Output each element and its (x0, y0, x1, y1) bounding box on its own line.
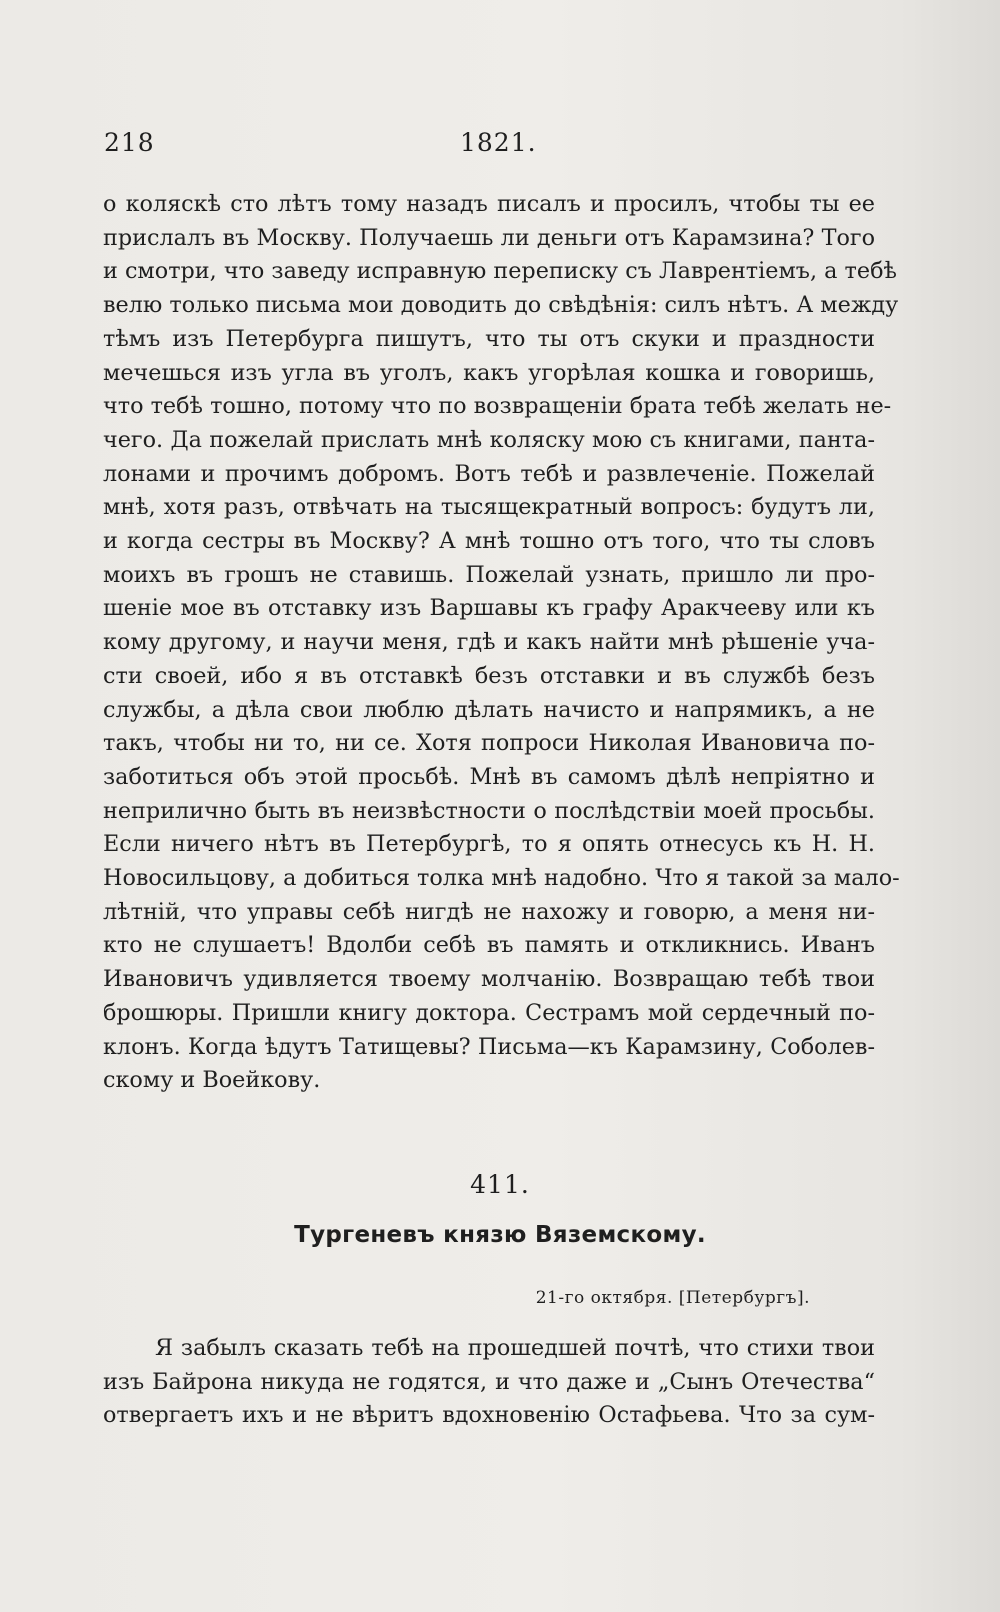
text-line: такъ, чтобы ни то, ни се. Хотя попроси Николая Ивановича по- (103, 730, 875, 757)
text-line: неприлично быть въ неизвѣстности о послѣдствіи моей просьбы. (103, 797, 875, 824)
text-line: велю только письма мои доводить до свѣдѣнія: силъ нѣтъ. А между (103, 292, 899, 319)
text-line: и смотри, что заведу исправную переписку съ Лаврентіемъ, а тебѣ (103, 258, 897, 285)
text-line: что тебѣ тошно, потому что по возвращеніи брата тебѣ желать не- (103, 393, 892, 420)
text-line: кто не слушаетъ! Вдолби себѣ въ память и откликнись. Иванъ (103, 932, 875, 959)
letter-date: 21-го октября. [Петербургъ]. (535, 1288, 810, 1308)
letter-number: 411. (470, 1170, 530, 1199)
text-line: Я забылъ сказать тебѣ на прошедшей почтѣ, что стихи твои (155, 1335, 875, 1361)
text-line: изъ Байрона никуда не годятся, и что даже и „Сынъ Отечества“ (103, 1368, 875, 1395)
text-line: мечешься изъ угла въ уголъ, какъ угорѣлая кошка и говоришь, (103, 359, 875, 386)
text-line: лѣтній, что управы себѣ нигдѣ не нахожу и говорю, а меня ни- (103, 898, 875, 925)
text-line: брошюры. Пришли книгу доктора. Сестрамъ мой сердечный по- (103, 999, 875, 1026)
text-line: чего. Да пожелай прислать мнѣ коляску мою съ книгами, панта- (103, 426, 875, 453)
text-line: тѣмъ изъ Петербурга пишутъ, что ты отъ скуки и праздности (103, 325, 875, 352)
text-line: моихъ въ грошъ не ставишь. Пожелай узнать, пришло ли про- (103, 561, 875, 588)
text-line: Ивановичъ удивляется твоему молчанію. Возвращаю тебѣ твои (103, 966, 875, 993)
text-line: о коляскѣ сто лѣтъ тому назадъ писалъ и просилъ, чтобы ты ее (103, 191, 875, 217)
text-line: кому другому, и научи меня, гдѣ и какъ найти мнѣ рѣшеніе уча- (103, 629, 875, 656)
text-line: заботиться объ этой просьбѣ. Мнѣ въ самомъ дѣлѣ непріятно и (103, 763, 875, 790)
text-line: шеніе мое въ отставку изъ Варшавы къ графу Аракчееву или къ (103, 595, 875, 622)
text-line: Если ничего нѣтъ въ Петербургѣ, то я опять отнесусь къ Н. Н. (103, 831, 875, 858)
text-line: клонъ. Когда ѣдутъ Татищевы? Письма—къ Карамзину, Соболев- (103, 1033, 875, 1060)
letter-title: Тургеневъ князю Вяземскому. (294, 1222, 706, 1248)
text-line: и когда сестры въ Москву? А мнѣ тошно отъ того, что ты словъ (103, 528, 875, 555)
text-line: прислалъ въ Москву. Получаешь ли деньги отъ Карамзина? Того (103, 224, 875, 251)
text-line: Новосильцову, а добиться толка мнѣ надобно. Что я такой за мало- (103, 865, 900, 892)
letter-410-continuation (103, 188, 900, 1098)
text-line: сти своей, ибо я въ отставкѣ безъ отставки и въ службѣ безъ (103, 662, 875, 689)
text-line: службы, а дѣла свои люблю дѣлать начисто и напрямикъ, а не (103, 696, 875, 723)
text-line: скому и Воейкову. (103, 1067, 321, 1094)
page-number: 218 (104, 128, 155, 157)
text-line: отвергаетъ ихъ и не вѣритъ вдохновенію Остафьева. Что за сум- (103, 1402, 875, 1429)
running-header-year: 1821. (460, 128, 537, 157)
letter-411-body (103, 1332, 875, 1433)
text-line: мнѣ, хотя разъ, отвѣчать на тысящекратный вопросъ: будутъ ли, (103, 494, 875, 521)
page-header (104, 128, 864, 164)
text-line: лонами и прочимъ добромъ. Вотъ тебѣ и развлеченіе. Пожелай (103, 460, 875, 487)
